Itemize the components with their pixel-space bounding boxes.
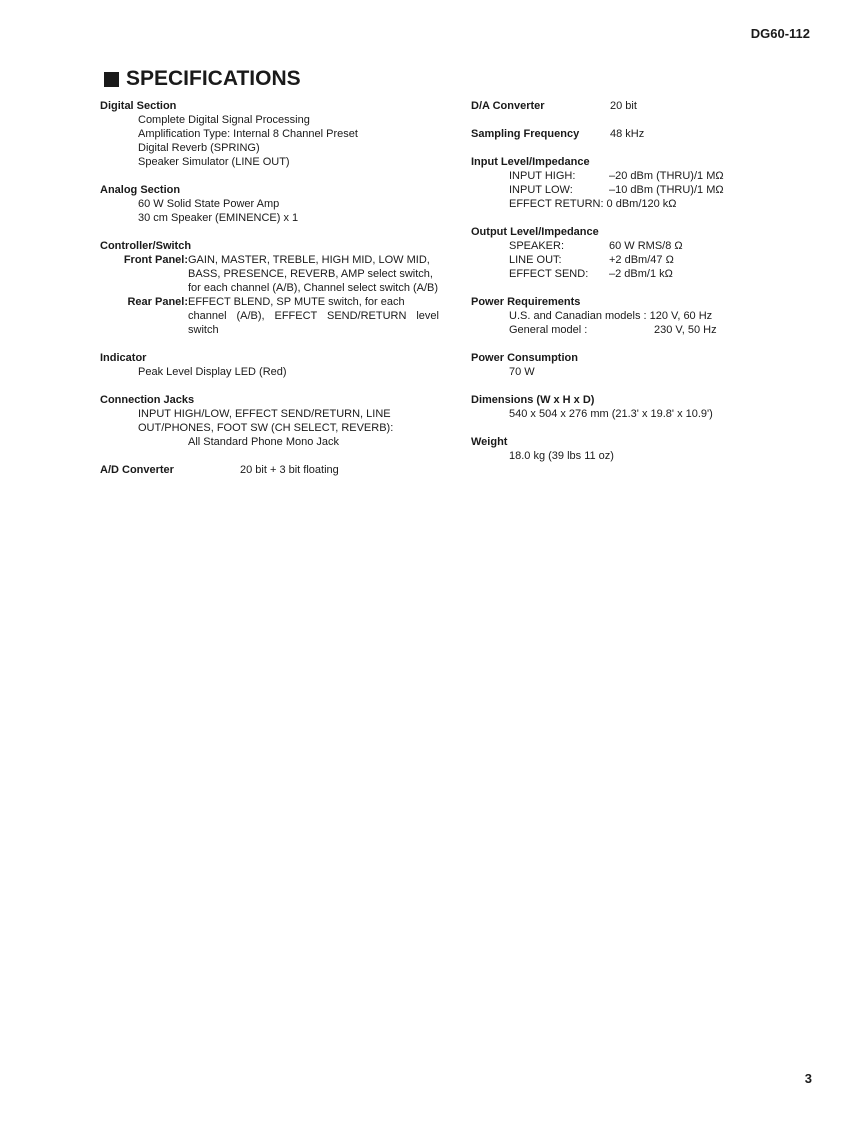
spec-value: 540 x 504 x 276 mm (21.3' x 19.8' x 10.9')	[509, 408, 713, 420]
section-heading: Analog Section	[100, 184, 181, 196]
dimensions-section	[471, 393, 771, 421]
page-number: 3	[804, 1071, 812, 1086]
analog-section	[100, 183, 445, 225]
spec-row	[471, 197, 771, 211]
spec-line: Amplification Type: Internal 8 Channel Preset	[138, 128, 358, 140]
spec-value: 230 V, 50 Hz	[654, 324, 717, 336]
spec-label: INPUT LOW:	[509, 184, 573, 196]
spec-line: All Standard Phone Mono Jack	[188, 436, 340, 448]
section-heading: Dimensions (W x H x D)	[471, 394, 595, 406]
page-title	[104, 66, 301, 92]
power-consumption-section	[471, 351, 771, 379]
spec-line: 60 W Solid State Power Amp	[138, 198, 280, 210]
spec-line: Peak Level Display LED (Red)	[138, 366, 287, 378]
section-heading: Digital Section	[100, 100, 177, 112]
spec-line: for each channel (A/B), Channel select switch (A/B)	[188, 282, 439, 294]
section-heading: Indicator	[100, 352, 147, 364]
model-number: DG60-112	[750, 26, 810, 41]
power-requirements-section	[471, 295, 771, 337]
section-heading: Power Consumption	[471, 352, 578, 364]
spec-line: 30 cm Speaker (EMINENCE) x 1	[138, 212, 299, 224]
front-panel-value	[188, 253, 439, 295]
spec-line: EFFECT BLEND, SP MUTE switch, for each	[188, 296, 405, 308]
spec-value: 70 W	[509, 366, 535, 378]
spec-value: +2 dBm/47 Ω	[609, 254, 674, 266]
output-level-section	[471, 225, 771, 281]
spec-value: 0 dBm/120 kΩ	[606, 198, 677, 210]
page-title-text: SPECIFICATIONS	[126, 67, 301, 90]
spec-value: –10 dBm (THRU)/1 MΩ	[609, 184, 724, 196]
sampling-frequency-section	[471, 127, 771, 141]
spec-line: Digital Reverb (SPRING)	[138, 142, 260, 154]
black-square-icon	[104, 72, 119, 87]
spec-value: 60 W RMS/8 Ω	[609, 240, 683, 252]
spec-column-left	[100, 99, 445, 491]
spec-line: BASS, PRESENCE, REVERB, AMP select switch,	[188, 268, 433, 280]
section-heading: Input Level/Impedance	[471, 156, 590, 168]
spec-line: Speaker Simulator (LINE OUT)	[138, 156, 290, 168]
digital-section	[100, 99, 445, 169]
spec-value: 18.0 kg (39 lbs 11 oz)	[509, 450, 614, 462]
spec-line: GAIN, MASTER, TREBLE, HIGH MID, LOW MID,	[188, 254, 430, 266]
front-panel-label: Front Panel:	[123, 254, 188, 266]
section-heading: Sampling Frequency	[471, 128, 580, 140]
indicator-section	[100, 351, 445, 379]
spec-value: 20 bit + 3 bit floating	[240, 464, 339, 476]
front-panel-row	[100, 253, 445, 295]
spec-label: INPUT HIGH:	[509, 170, 576, 182]
ad-converter-section	[100, 463, 445, 477]
spec-row	[471, 169, 771, 183]
section-heading: D/A Converter	[471, 100, 545, 112]
spec-row	[471, 267, 771, 281]
spec-label: EFFECT RETURN:	[509, 198, 604, 210]
section-heading: Weight	[471, 436, 508, 448]
controller-section	[100, 239, 445, 337]
section-heading: A/D Converter	[100, 464, 174, 476]
spec-row	[471, 183, 771, 197]
spec-line: OUT/PHONES, FOOT SW (CH SELECT, REVERB):	[138, 422, 394, 434]
spec-value: –20 dBm (THRU)/1 MΩ	[609, 170, 724, 182]
spec-row	[471, 239, 771, 253]
rear-panel-row	[100, 295, 445, 337]
input-level-section	[471, 155, 771, 211]
connection-jacks-section	[100, 393, 445, 449]
spec-label: EFFECT SEND:	[509, 268, 589, 280]
weight-section	[471, 435, 771, 463]
spec-label: U.S. and Canadian models :	[509, 310, 647, 322]
spec-row	[471, 253, 771, 267]
spec-line: INPUT HIGH/LOW, EFFECT SEND/RETURN, LINE	[138, 408, 391, 420]
spec-line: channel (A/B), EFFECT SEND/RETURN level switch	[188, 310, 439, 336]
section-heading: Power Requirements	[471, 296, 581, 308]
da-converter-section	[471, 99, 771, 113]
section-heading: Output Level/Impedance	[471, 226, 599, 238]
spec-value: 48 kHz	[610, 128, 645, 140]
spec-row	[471, 309, 771, 323]
rear-panel-value	[188, 295, 439, 337]
spec-label: SPEAKER:	[509, 240, 565, 252]
section-heading: Controller/Switch	[100, 240, 192, 252]
spec-value: –2 dBm/1 kΩ	[609, 268, 673, 280]
spec-label: LINE OUT:	[509, 254, 562, 266]
spec-value: 120 V, 60 Hz	[649, 310, 713, 322]
spec-column-right	[471, 99, 771, 477]
spec-line: Complete Digital Signal Processing	[138, 114, 310, 126]
rear-panel-label: Rear Panel:	[127, 296, 188, 308]
section-heading: Connection Jacks	[100, 394, 195, 406]
spec-row	[471, 323, 771, 337]
spec-value: 20 bit	[610, 100, 637, 112]
spec-label: General model :	[509, 324, 588, 336]
